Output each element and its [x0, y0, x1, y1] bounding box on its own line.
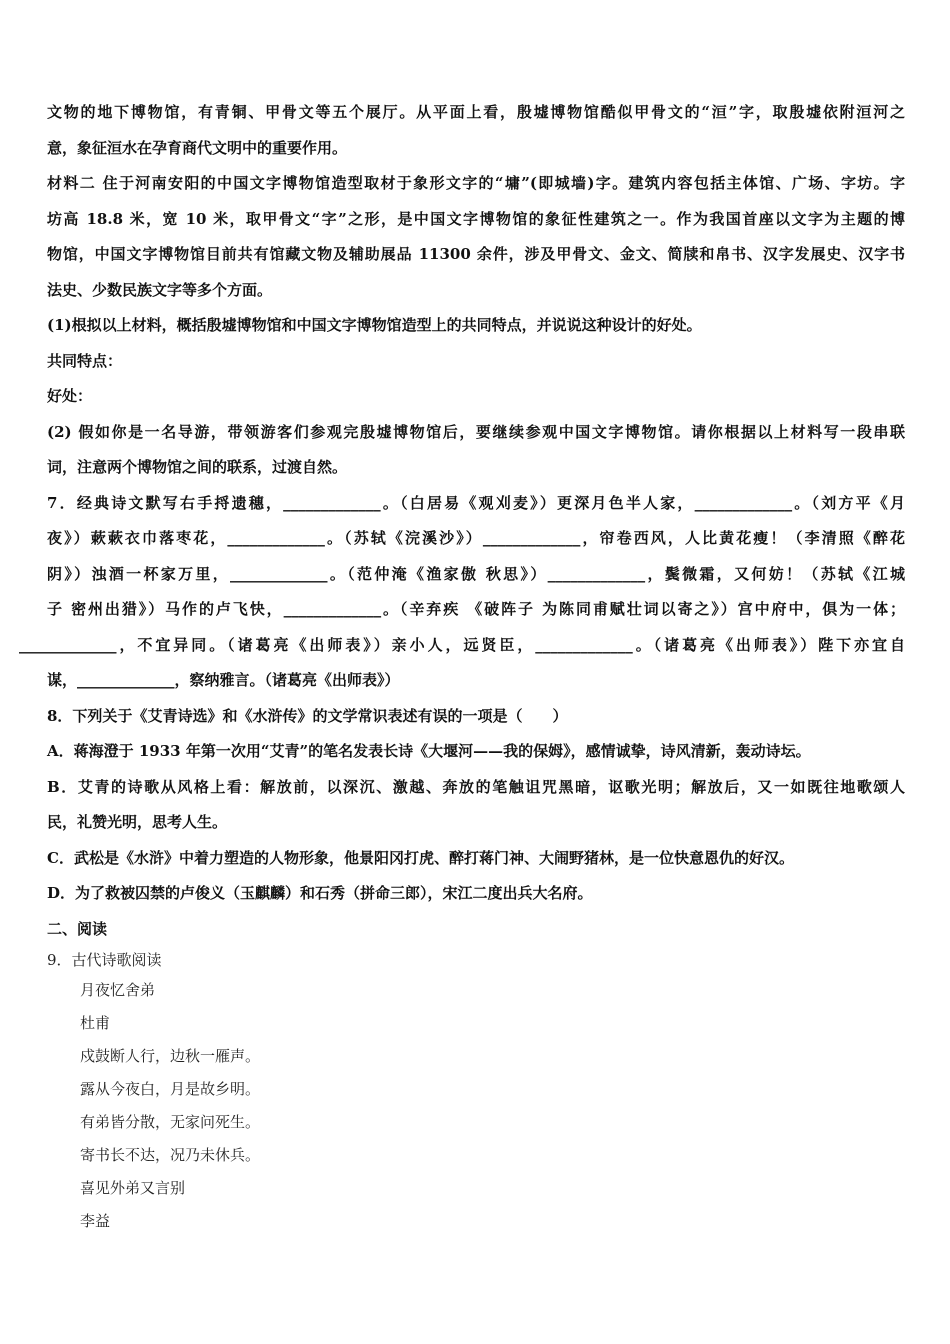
- option-a: A．蒋海澄于 1933 年第一次用“艾青”的笔名发表长诗《大堰河——我的保姆》，感情诚挚，诗风清新，轰动诗坛。: [47, 742, 811, 760]
- question-6-2: (2) 假如你是一名导游，带领游客们参观完殷墟博物馆后，要继续参观中国文字博物馆。请你根据以上材料写一段串联: [47, 422, 905, 441]
- question-7-line: 夜》）蔌蔌衣巾落枣花，_____________。（苏轼《浣溪沙》）_____________，帘卷西风，人比黄花瘦！（李清照《醉花: [47, 529, 905, 547]
- material2-line: 物馆，中国文字博物馆目前共有馆藏文物及辅助展品 11300 余件，涉及甲骨文、金文、简牍和帛书、汉字发展史、汉字书: [47, 245, 905, 263]
- question-7-line: _____________，不宜异同。（诸葛亮《出师表》）亲小人，远贤臣，_____________。（诸葛亮《出师表》）陛下亦宜自: [19, 635, 905, 654]
- question-7-line: 7．经典诗文默写右手捋遗穗，_____________。（白居易《观刈麦》）更深月色半人家，_____________。（刘方平《月: [47, 493, 905, 512]
- poem-title: 月夜忆舍弟: [80, 981, 156, 999]
- question-7-line: 谋，_____________，察纳雅言。（诸葛亮《出师表》）: [47, 671, 400, 689]
- option-b: B．艾青的诗歌从风格上看：解放前，以深沉、激越、奔放的笔触诅咒黑暗，讴歌光明；解放后，又一如既往地歌颂人: [47, 777, 905, 796]
- material1-line: 文物的地下博物馆，有青铜、甲骨文等五个展厅。从平面上看，殷墟博物馆酷似甲骨文的“洹”字，取殷墟依附洹河之: [47, 103, 905, 121]
- poem-author: 杜甫: [80, 1014, 111, 1032]
- option-c: C．武松是《水浒》中着力塑造的人物形象，他景阳冈打虎、醉打蒋门神、大闹野猪林，是一位快意恩仇的好汉。: [47, 848, 794, 867]
- question-7-line: 子 密州出猎》）马作的卢飞快，_____________。（辛弃疾 《破阵子 为陈同甫赋壮词以寄之》）宫中府中，俱为一体；: [47, 600, 905, 618]
- poem-line: 寄书长不达，况乃未休兵。: [80, 1146, 261, 1164]
- material2-line: 坊高 18.8 米，宽 10 米，取甲骨文“字”之形，是中国文字博物馆的象征性建筑之一。作为我国首座以文字为主题的博: [47, 209, 905, 228]
- material2-line: 法史、少数民族文字等多个方面。: [47, 280, 273, 299]
- poem-line: 有弟皆分散，无家问死生。: [80, 1113, 261, 1131]
- question-9-stem: 9．古代诗歌阅读: [47, 951, 162, 969]
- poem-line: 戍鼓断人行，边秋一雁声。: [80, 1047, 261, 1065]
- poem-line: 露从今夜白，月是故乡明。: [80, 1080, 261, 1098]
- question-6-2: 词，注意两个博物馆之间的联系，过渡自然。: [47, 458, 348, 476]
- section-heading: 二、阅读: [47, 919, 108, 938]
- question-6-1: (1)根拟以上材料，概括殷墟博物馆和中国文字博物馆造型上的共同特点，并说说这种设计的好处。: [47, 316, 702, 334]
- material2-line: 材料二 住于河南安阳的中国文字博物馆造型取材于象形文字的“墉”(即城墙)字。建筑内容包括主体馆、广场、字坊。字: [47, 174, 905, 192]
- poem-author: 李益: [80, 1212, 111, 1230]
- option-d: D．为了救被囚禁的卢俊义（玉麒麟）和石秀（拼命三郎），宋江二度出兵大名府。: [47, 884, 593, 902]
- benefits-label: 好处：: [47, 387, 93, 405]
- question-8-stem: 8．下列关于《艾青诗选》和《水浒传》的文学常识表述有误的一项是（ ）: [47, 706, 568, 725]
- material1-line: 意，象征洹水在孕育商代文明中的重要作用。: [47, 138, 348, 157]
- option-b-cont: 民，礼赞光明，思考人生。: [47, 813, 228, 831]
- document-page: [19, 95, 905, 1238]
- poem-title: 喜见外弟又言别: [80, 1179, 186, 1197]
- question-7-line: 阴》）浊酒一杯家万里，_____________。（范仲淹《渔家傲 秋思》）_____________，鬓微霜，又何妨！（苏轼《江城: [47, 564, 905, 583]
- common-features-label: 共同特点：: [47, 351, 123, 370]
